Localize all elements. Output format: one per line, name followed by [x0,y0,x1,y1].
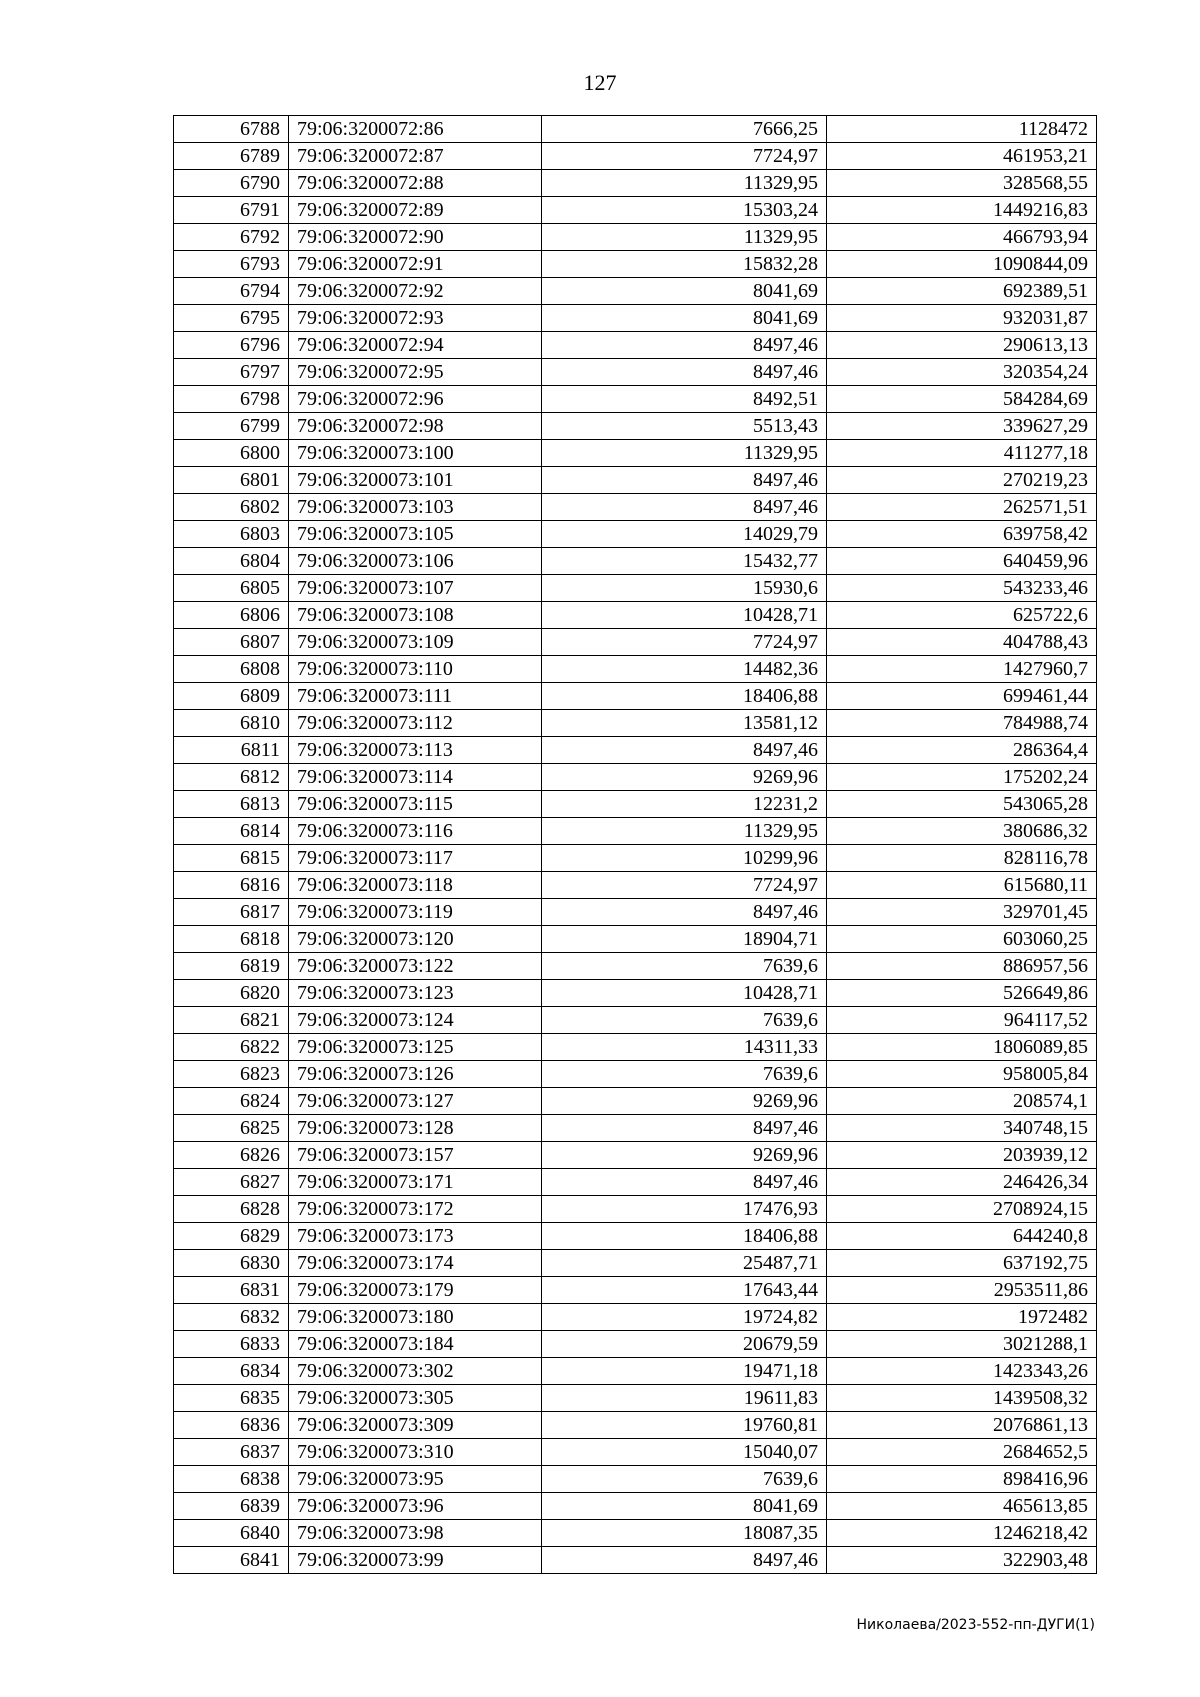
cadastral-number: 79:06:3200073:109 [289,629,542,656]
cadastral-number: 79:06:3200073:180 [289,1304,542,1331]
area-value: 9269,96 [542,1088,827,1115]
cadastral-number: 79:06:3200073:123 [289,980,542,1007]
table-row [174,764,1097,791]
cost-value: 886957,56 [827,953,1097,980]
cost-value: 932031,87 [827,305,1097,332]
cadastral-number: 79:06:3200073:112 [289,710,542,737]
row-number: 6813 [174,791,289,818]
row-number: 6803 [174,521,289,548]
cadastral-number: 79:06:3200073:105 [289,521,542,548]
cadastral-number: 79:06:3200073:119 [289,899,542,926]
cadastral-number: 79:06:3200073:173 [289,1223,542,1250]
cadastral-number: 79:06:3200073:98 [289,1520,542,1547]
row-number: 6811 [174,737,289,764]
area-value: 7639,6 [542,1466,827,1493]
table-row [174,899,1097,926]
area-value: 8497,46 [542,467,827,494]
cost-value: 2684652,5 [827,1439,1097,1466]
cost-value: 3021288,1 [827,1331,1097,1358]
area-value: 10428,71 [542,602,827,629]
cost-value: 964117,52 [827,1007,1097,1034]
area-value: 7639,6 [542,1061,827,1088]
row-number: 6799 [174,413,289,440]
row-number: 6827 [174,1169,289,1196]
area-value: 15432,77 [542,548,827,575]
table-row [174,494,1097,521]
table-row [174,305,1097,332]
table-row [174,386,1097,413]
table-row [174,1412,1097,1439]
cost-value: 543065,28 [827,791,1097,818]
row-number: 6828 [174,1196,289,1223]
row-number: 6820 [174,980,289,1007]
cost-value: 603060,25 [827,926,1097,953]
cadastral-number: 79:06:3200073:106 [289,548,542,575]
cadastral-number: 79:06:3200072:94 [289,332,542,359]
cost-value: 339627,29 [827,413,1097,440]
area-value: 11329,95 [542,224,827,251]
cadastral-number: 79:06:3200073:179 [289,1277,542,1304]
cadastral-number: 79:06:3200073:110 [289,656,542,683]
table-row [174,1277,1097,1304]
cost-value: 1439508,32 [827,1385,1097,1412]
area-value: 20679,59 [542,1331,827,1358]
cadastral-number: 79:06:3200073:95 [289,1466,542,1493]
area-value: 8497,46 [542,1547,827,1574]
cost-value: 1423343,26 [827,1358,1097,1385]
row-number: 6798 [174,386,289,413]
row-number: 6835 [174,1385,289,1412]
cadastral-number: 79:06:3200072:98 [289,413,542,440]
cost-value: 246426,34 [827,1169,1097,1196]
area-value: 14482,36 [542,656,827,683]
cadastral-number: 79:06:3200072:88 [289,170,542,197]
cadastral-number: 79:06:3200073:96 [289,1493,542,1520]
cadastral-number: 79:06:3200073:305 [289,1385,542,1412]
cost-value: 328568,55 [827,170,1097,197]
row-number: 6802 [174,494,289,521]
table-row [174,1061,1097,1088]
cost-value: 644240,8 [827,1223,1097,1250]
row-number: 6818 [174,926,289,953]
row-number: 6824 [174,1088,289,1115]
area-value: 7666,25 [542,116,827,143]
cadastral-number: 79:06:3200073:124 [289,1007,542,1034]
cost-value: 175202,24 [827,764,1097,791]
cadastral-number: 79:06:3200072:92 [289,278,542,305]
table-row [174,980,1097,1007]
area-value: 9269,96 [542,1142,827,1169]
cost-value: 615680,11 [827,872,1097,899]
cadastral-number: 79:06:3200073:126 [289,1061,542,1088]
page-number: 127 [583,70,617,95]
cadastral-number: 79:06:3200073:111 [289,683,542,710]
cost-value: 1806089,85 [827,1034,1097,1061]
row-number: 6819 [174,953,289,980]
table-row [174,818,1097,845]
row-number: 6806 [174,602,289,629]
cost-value: 2076861,13 [827,1412,1097,1439]
row-number: 6789 [174,143,289,170]
cost-value: 828116,78 [827,845,1097,872]
row-number: 6809 [174,683,289,710]
area-value: 14029,79 [542,521,827,548]
cadastral-number: 79:06:3200073:107 [289,575,542,602]
cadastral-number: 79:06:3200073:302 [289,1358,542,1385]
cost-value: 340748,15 [827,1115,1097,1142]
row-number: 6817 [174,899,289,926]
cost-value: 329701,45 [827,899,1097,926]
table-row [174,683,1097,710]
table-row [174,845,1097,872]
table-row [174,1142,1097,1169]
table-row [174,1439,1097,1466]
table-row [174,1034,1097,1061]
row-number: 6814 [174,818,289,845]
area-value: 13581,12 [542,710,827,737]
table-row [174,1385,1097,1412]
row-number: 6839 [174,1493,289,1520]
cost-value: 461953,21 [827,143,1097,170]
area-value: 15930,6 [542,575,827,602]
area-value: 19760,81 [542,1412,827,1439]
cadastral-number: 79:06:3200072:96 [289,386,542,413]
cost-value: 639758,42 [827,521,1097,548]
area-value: 18406,88 [542,1223,827,1250]
area-value: 8041,69 [542,1493,827,1520]
row-number: 6794 [174,278,289,305]
table-row [174,1466,1097,1493]
table-row [174,1547,1097,1574]
cost-value: 1090844,09 [827,251,1097,278]
table-row [174,116,1097,143]
area-value: 15040,07 [542,1439,827,1466]
table-row [174,872,1097,899]
cost-value: 1972482 [827,1304,1097,1331]
cadastral-number: 79:06:3200073:117 [289,845,542,872]
area-value: 25487,71 [542,1250,827,1277]
area-value: 8492,51 [542,386,827,413]
row-number: 6791 [174,197,289,224]
row-number: 6822 [174,1034,289,1061]
cadastral-number: 79:06:3200073:184 [289,1331,542,1358]
area-value: 11329,95 [542,818,827,845]
row-number: 6792 [174,224,289,251]
table-row [174,548,1097,575]
cadastral-number: 79:06:3200073:115 [289,791,542,818]
table-row [174,1223,1097,1250]
table-row [174,1358,1097,1385]
row-number: 6831 [174,1277,289,1304]
cadastral-number: 79:06:3200073:128 [289,1115,542,1142]
table-row [174,359,1097,386]
area-value: 19471,18 [542,1358,827,1385]
cost-value: 466793,94 [827,224,1097,251]
table-row [174,251,1097,278]
table-row [174,710,1097,737]
area-value: 11329,95 [542,170,827,197]
row-number: 6800 [174,440,289,467]
row-number: 6816 [174,872,289,899]
cost-value: 584284,69 [827,386,1097,413]
cost-value: 625722,6 [827,602,1097,629]
area-value: 18087,35 [542,1520,827,1547]
area-value: 5513,43 [542,413,827,440]
cadastral-number: 79:06:3200073:114 [289,764,542,791]
area-value: 10299,96 [542,845,827,872]
row-number: 6793 [174,251,289,278]
cost-value: 290613,13 [827,332,1097,359]
row-number: 6790 [174,170,289,197]
row-number: 6830 [174,1250,289,1277]
row-number: 6826 [174,1142,289,1169]
table-row [174,224,1097,251]
area-value: 7639,6 [542,1007,827,1034]
area-value: 19611,83 [542,1385,827,1412]
cadastral-number: 79:06:3200073:113 [289,737,542,764]
table-row [174,197,1097,224]
table-row [174,656,1097,683]
cost-value: 1449216,83 [827,197,1097,224]
table-row [174,791,1097,818]
area-value: 12231,2 [542,791,827,818]
area-value: 8497,46 [542,359,827,386]
table-row [174,1088,1097,1115]
cadastral-number: 79:06:3200073:171 [289,1169,542,1196]
cadastral-number: 79:06:3200073:120 [289,926,542,953]
table-row [174,737,1097,764]
row-number: 6797 [174,359,289,386]
cost-value: 320354,24 [827,359,1097,386]
cost-value: 1128472 [827,116,1097,143]
area-value: 9269,96 [542,764,827,791]
cost-value: 699461,44 [827,683,1097,710]
table-row [174,440,1097,467]
row-number: 6837 [174,1439,289,1466]
cost-value: 958005,84 [827,1061,1097,1088]
cost-value: 1427960,7 [827,656,1097,683]
row-number: 6836 [174,1412,289,1439]
table-body [174,116,1097,1574]
table-row [174,170,1097,197]
cadastral-number: 79:06:3200073:157 [289,1142,542,1169]
area-value: 10428,71 [542,980,827,1007]
cost-value: 543233,46 [827,575,1097,602]
table-row [174,953,1097,980]
row-number: 6805 [174,575,289,602]
cadastral-number: 79:06:3200073:118 [289,872,542,899]
area-value: 17476,93 [542,1196,827,1223]
area-value: 11329,95 [542,440,827,467]
table-row [174,1493,1097,1520]
cost-value: 898416,96 [827,1466,1097,1493]
area-value: 19724,82 [542,1304,827,1331]
row-number: 6833 [174,1331,289,1358]
cadastral-number: 79:06:3200073:101 [289,467,542,494]
row-number: 6834 [174,1358,289,1385]
table-row [174,1196,1097,1223]
cadastral-number: 79:06:3200072:95 [289,359,542,386]
cost-value: 640459,96 [827,548,1097,575]
area-value: 7724,97 [542,629,827,656]
cadastral-number: 79:06:3200073:127 [289,1088,542,1115]
document-footer: Николаева/2023-552-пп-ДУГИ(1) [856,1617,1095,1633]
area-value: 7724,97 [542,143,827,170]
table-row [174,332,1097,359]
cost-value: 286364,4 [827,737,1097,764]
table-row [174,1250,1097,1277]
row-number: 6815 [174,845,289,872]
cadastral-number: 79:06:3200073:125 [289,1034,542,1061]
cadastral-number: 79:06:3200072:86 [289,116,542,143]
row-number: 6821 [174,1007,289,1034]
cost-value: 692389,51 [827,278,1097,305]
cost-value: 404788,43 [827,629,1097,656]
area-value: 8497,46 [542,494,827,521]
cadastral-number: 79:06:3200072:93 [289,305,542,332]
cadastral-number: 79:06:3200073:103 [289,494,542,521]
table-row [174,278,1097,305]
row-number: 6823 [174,1061,289,1088]
table-row [174,926,1097,953]
area-value: 8497,46 [542,1115,827,1142]
cadastral-number: 79:06:3200073:100 [289,440,542,467]
cadastral-number: 79:06:3200072:90 [289,224,542,251]
row-number: 6832 [174,1304,289,1331]
row-number: 6808 [174,656,289,683]
cost-value: 380686,32 [827,818,1097,845]
area-value: 14311,33 [542,1034,827,1061]
area-value: 8497,46 [542,1169,827,1196]
row-number: 6801 [174,467,289,494]
cost-value: 2953511,86 [827,1277,1097,1304]
area-value: 8497,46 [542,332,827,359]
row-number: 6796 [174,332,289,359]
row-number: 6829 [174,1223,289,1250]
cadastral-number: 79:06:3200072:89 [289,197,542,224]
area-value: 18406,88 [542,683,827,710]
cost-value: 465613,85 [827,1493,1097,1520]
row-number: 6804 [174,548,289,575]
row-number: 6807 [174,629,289,656]
cadastral-number: 79:06:3200073:99 [289,1547,542,1574]
cadastral-number: 79:06:3200073:174 [289,1250,542,1277]
table-row [174,413,1097,440]
table-row [174,521,1097,548]
table-row [174,602,1097,629]
cadastral-number: 79:06:3200072:91 [289,251,542,278]
area-value: 17643,44 [542,1277,827,1304]
row-number: 6795 [174,305,289,332]
row-number: 6840 [174,1520,289,1547]
table-row [174,1331,1097,1358]
cost-value: 270219,23 [827,467,1097,494]
data-table [173,115,1097,1574]
cadastral-number: 79:06:3200073:108 [289,602,542,629]
row-number: 6810 [174,710,289,737]
cost-value: 208574,1 [827,1088,1097,1115]
cadastral-number: 79:06:3200073:309 [289,1412,542,1439]
row-number: 6788 [174,116,289,143]
cost-value: 322903,48 [827,1547,1097,1574]
cadastral-number: 79:06:3200073:122 [289,953,542,980]
cadastral-number: 79:06:3200073:172 [289,1196,542,1223]
table-row [174,1169,1097,1196]
area-value: 15832,28 [542,251,827,278]
area-value: 8497,46 [542,899,827,926]
area-value: 7724,97 [542,872,827,899]
cadastral-number: 79:06:3200072:87 [289,143,542,170]
area-value: 8497,46 [542,737,827,764]
row-number: 6841 [174,1547,289,1574]
area-value: 8041,69 [542,278,827,305]
table-row [174,467,1097,494]
cost-value: 1246218,42 [827,1520,1097,1547]
area-value: 7639,6 [542,953,827,980]
table-row [174,1115,1097,1142]
row-number: 6838 [174,1466,289,1493]
cadastral-number: 79:06:3200073:310 [289,1439,542,1466]
cost-value: 637192,75 [827,1250,1097,1277]
area-value: 8041,69 [542,305,827,332]
cadastral-number: 79:06:3200073:116 [289,818,542,845]
row-number: 6825 [174,1115,289,1142]
row-number: 6812 [174,764,289,791]
cost-value: 203939,12 [827,1142,1097,1169]
cost-value: 784988,74 [827,710,1097,737]
cost-value: 2708924,15 [827,1196,1097,1223]
table-row [174,1520,1097,1547]
table-row [174,629,1097,656]
table-row [174,1007,1097,1034]
table-row [174,1304,1097,1331]
area-value: 15303,24 [542,197,827,224]
cost-value: 411277,18 [827,440,1097,467]
cost-value: 262571,51 [827,494,1097,521]
cost-value: 526649,86 [827,980,1097,1007]
table-row [174,143,1097,170]
area-value: 18904,71 [542,926,827,953]
table-row [174,575,1097,602]
